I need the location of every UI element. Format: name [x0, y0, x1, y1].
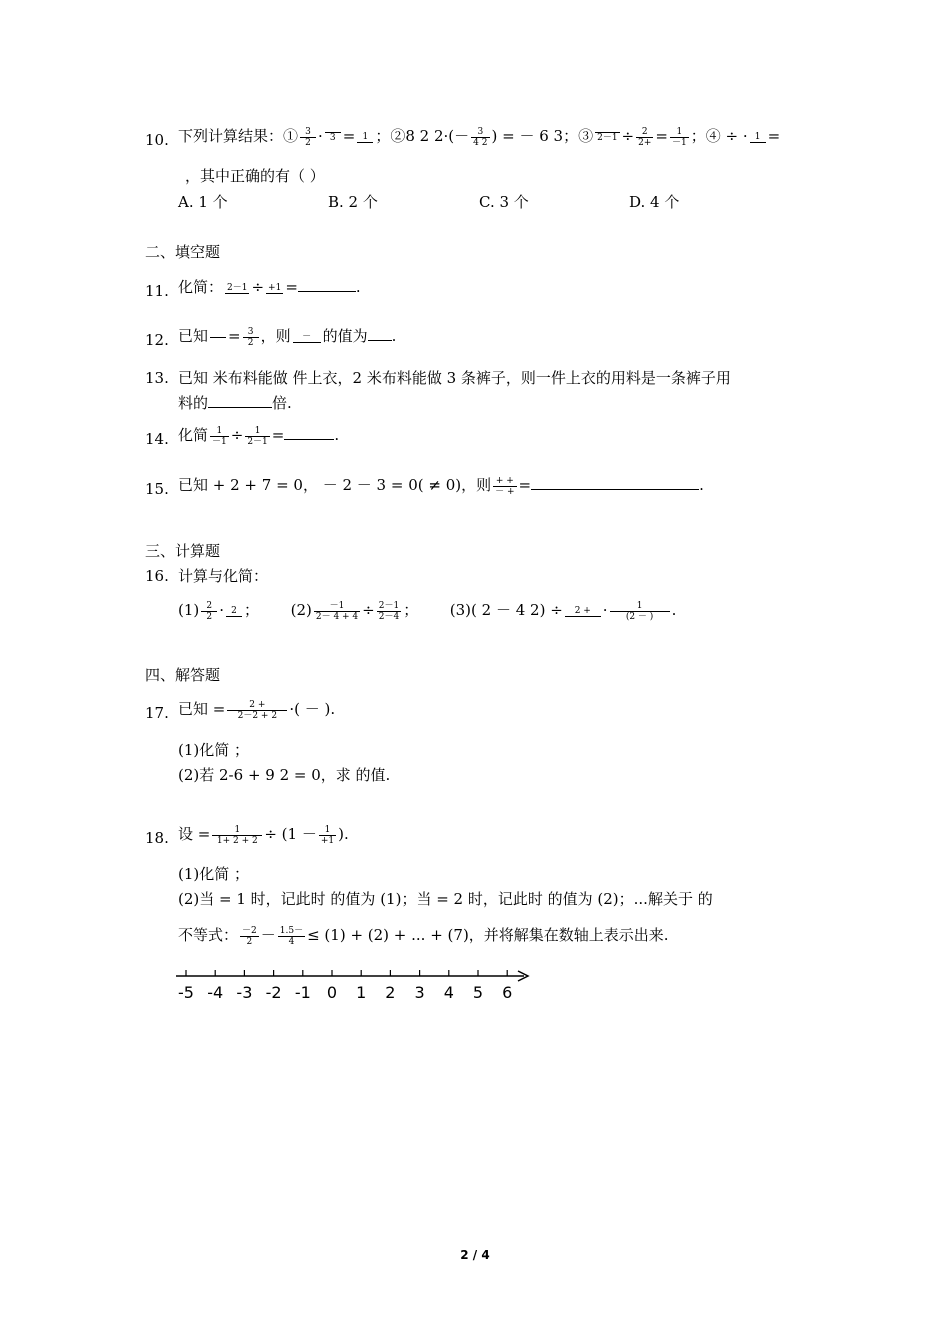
q16-parts — [178, 600, 676, 622]
page-number: 2 / 4 — [460, 1248, 490, 1262]
q18-line: 设 = $\frac{1}{1+ 2 + 2}$ ÷ (1 － $\frac{1}{+1}$ ). — [178, 824, 349, 846]
q10-frac2: 3 — [325, 132, 341, 143]
q15-line: 已知 + 2 + 7 = 0， － 2 － 3 = 0( ≠ 0)，则 $\frac{+ +}{- +}$ = . — [178, 475, 704, 497]
q10-frac4: $\frac{3}{4 2}$ — [473, 126, 488, 148]
q18-s3-frac1: $\frac{-2}{2}$ — [242, 925, 257, 947]
q18-sub2: (2)当 = 1 时，记此时 的值为 (1)；当 = 2 时，记此时 的值为 (2)；...解关于 的 — [178, 890, 713, 908]
q16-p3-frac2: $\frac{1}{(2 - )}$ — [610, 601, 670, 622]
q16-p2-frac1: $\frac{-1}{2- 4 + 4}$ — [315, 600, 359, 622]
q11-frac2: +1 — [268, 282, 282, 293]
q18-number: 18. — [145, 829, 169, 847]
q11-answer-blank[interactable] — [298, 277, 356, 292]
q16-title: 计算与化简： — [178, 567, 269, 585]
q17-line: 已知 = $\frac{2 +}{2-2 + 2}$ ·( － ). — [178, 699, 336, 721]
q13-answer-blank[interactable] — [208, 393, 272, 408]
q17-number: 17. — [145, 704, 169, 722]
section-calculation: 三、计算题 — [145, 542, 221, 560]
number-line-label: -3 — [236, 983, 253, 1002]
q17-sub1: (1)化简 ； — [178, 741, 250, 759]
q12-answer-blank[interactable] — [368, 326, 392, 341]
q11-line: 化简： 2－1 ÷ +1 = . — [178, 278, 361, 296]
q12-frac1 — [210, 337, 226, 338]
q18-frac1: $\frac{1}{1+ 2 + 2}$ — [212, 825, 262, 846]
q17-frac1: $\frac{2 +}{2-2 + 2}$ — [227, 700, 287, 721]
q18-sub3: 不等式： $\frac{-2}{2}$ － $\frac{1.5-}{4}$ ≤ (1) + (2) + ... + (7)，并将解集在数轴上表示出来. — [178, 925, 669, 947]
q12-frac2: $\frac{3}{2}$ — [243, 327, 259, 348]
q14-answer-blank[interactable] — [284, 425, 334, 440]
number-line-label: 5 — [472, 983, 484, 1002]
q10-number: 10. — [145, 131, 169, 149]
q10-frac8: 1 — [750, 132, 766, 143]
section-answer: 四、解答题 — [145, 666, 221, 684]
q14-line: 化简 $\frac{1}{-1}$ ÷ $\frac{1}{2-1}$ = . — [178, 425, 340, 447]
number-line-label: 1 — [356, 983, 367, 1002]
number-line-label: 0 — [326, 983, 338, 1002]
q12-frac3: － — [293, 332, 321, 343]
q10-line2: ，其中正确的有（ ） — [185, 167, 325, 185]
q10-line1: 下列计算结果：① $\frac{3}{2}$ · 3 = 1 ；②8 2 2·(－ $\frac{3}{4 2}$ ) = － 6 3；③ 2－1 ÷ $\frac{2}{2+}$ = $\frac{1}{-1}$ ；④ ÷ · 1 = — [178, 126, 781, 148]
q14-frac1: $\frac{1}{-1}$ — [212, 425, 227, 447]
q10-frac5: 2－1 — [597, 132, 618, 143]
q17-sub2: (2)若 2-6 + 9 2 = 0，求 的值. — [178, 766, 391, 784]
number-line-label: -2 — [265, 983, 282, 1002]
number-line-label: -1 — [294, 983, 311, 1002]
q10-frac6: $\frac{2}{2+}$ — [638, 126, 652, 148]
q15-frac1: $\frac{+ +}{- +}$ — [495, 475, 515, 497]
q16-p1-frac2: 2 — [226, 606, 242, 617]
number-line — [172, 966, 534, 1006]
q16-p1-frac1: $\frac{2}{2}$ — [201, 601, 217, 622]
q10-option-c: C. 3 个 — [479, 193, 529, 211]
q16-part2: (2) $\frac{-1}{2- 4 + 4}$ ÷ $\frac{2-1}{2-4}$ ； — [290, 600, 419, 622]
q10-frac1: $\frac{3}{2}$ — [300, 127, 316, 148]
number-line-label: 2 — [385, 983, 396, 1002]
q18-sub1: (1)化简 ； — [178, 865, 250, 883]
q10-option-b: B. 2 个 — [328, 193, 378, 211]
q16-part1: (1) $\frac{2}{2}$ · 2 ； — [178, 600, 260, 622]
q12-line: 已知 = $\frac{3}{2}$ ，则 － 的值为 . — [178, 326, 397, 348]
q13-line2: 料的 倍. — [178, 394, 292, 412]
number-line-label: -4 — [207, 983, 224, 1002]
q18-s3-frac2: $\frac{1.5-}{4}$ — [279, 925, 304, 947]
number-line-label: 4 — [443, 983, 454, 1002]
q10-frac7: $\frac{1}{-1}$ — [671, 126, 687, 148]
q12-number: 12. — [145, 331, 169, 349]
q18-frac2: $\frac{1}{+1}$ — [320, 824, 335, 846]
q16-p2-frac2: $\frac{2-1}{2-4}$ — [378, 600, 400, 622]
q11-number: 11. — [145, 282, 169, 300]
number-line-label: 6 — [502, 983, 513, 1002]
number-line-label: -5 — [178, 983, 194, 1002]
q11-frac1: 2－1 — [227, 282, 248, 293]
q10-option-d: D. 4 个 — [629, 193, 680, 211]
section-fill-in: 二、填空题 — [145, 243, 221, 261]
q13-number: 13. — [145, 369, 169, 387]
q16-p3-frac1: 2 + — [565, 606, 601, 617]
q10-frac3: 1 — [357, 132, 373, 143]
q16-number: 16. — [145, 567, 169, 585]
q15-answer-blank[interactable] — [531, 475, 699, 490]
q13-line1: 已知 米布料能做 件上衣，2 米布料能做 3 条裤子，则一件上衣的用料是一条裤子用 — [178, 369, 731, 387]
q10-option-a: A. 1 个 — [178, 193, 228, 211]
number-line-label: 3 — [414, 983, 425, 1002]
q16-part3: (3)( 2 － 4 2) ÷ 2 + · $\frac{1}{(2 - )}$ . — [449, 600, 677, 622]
q14-number: 14. — [145, 430, 169, 448]
q15-number: 15. — [145, 480, 169, 498]
q14-frac2: $\frac{1}{2-1}$ — [247, 425, 268, 447]
